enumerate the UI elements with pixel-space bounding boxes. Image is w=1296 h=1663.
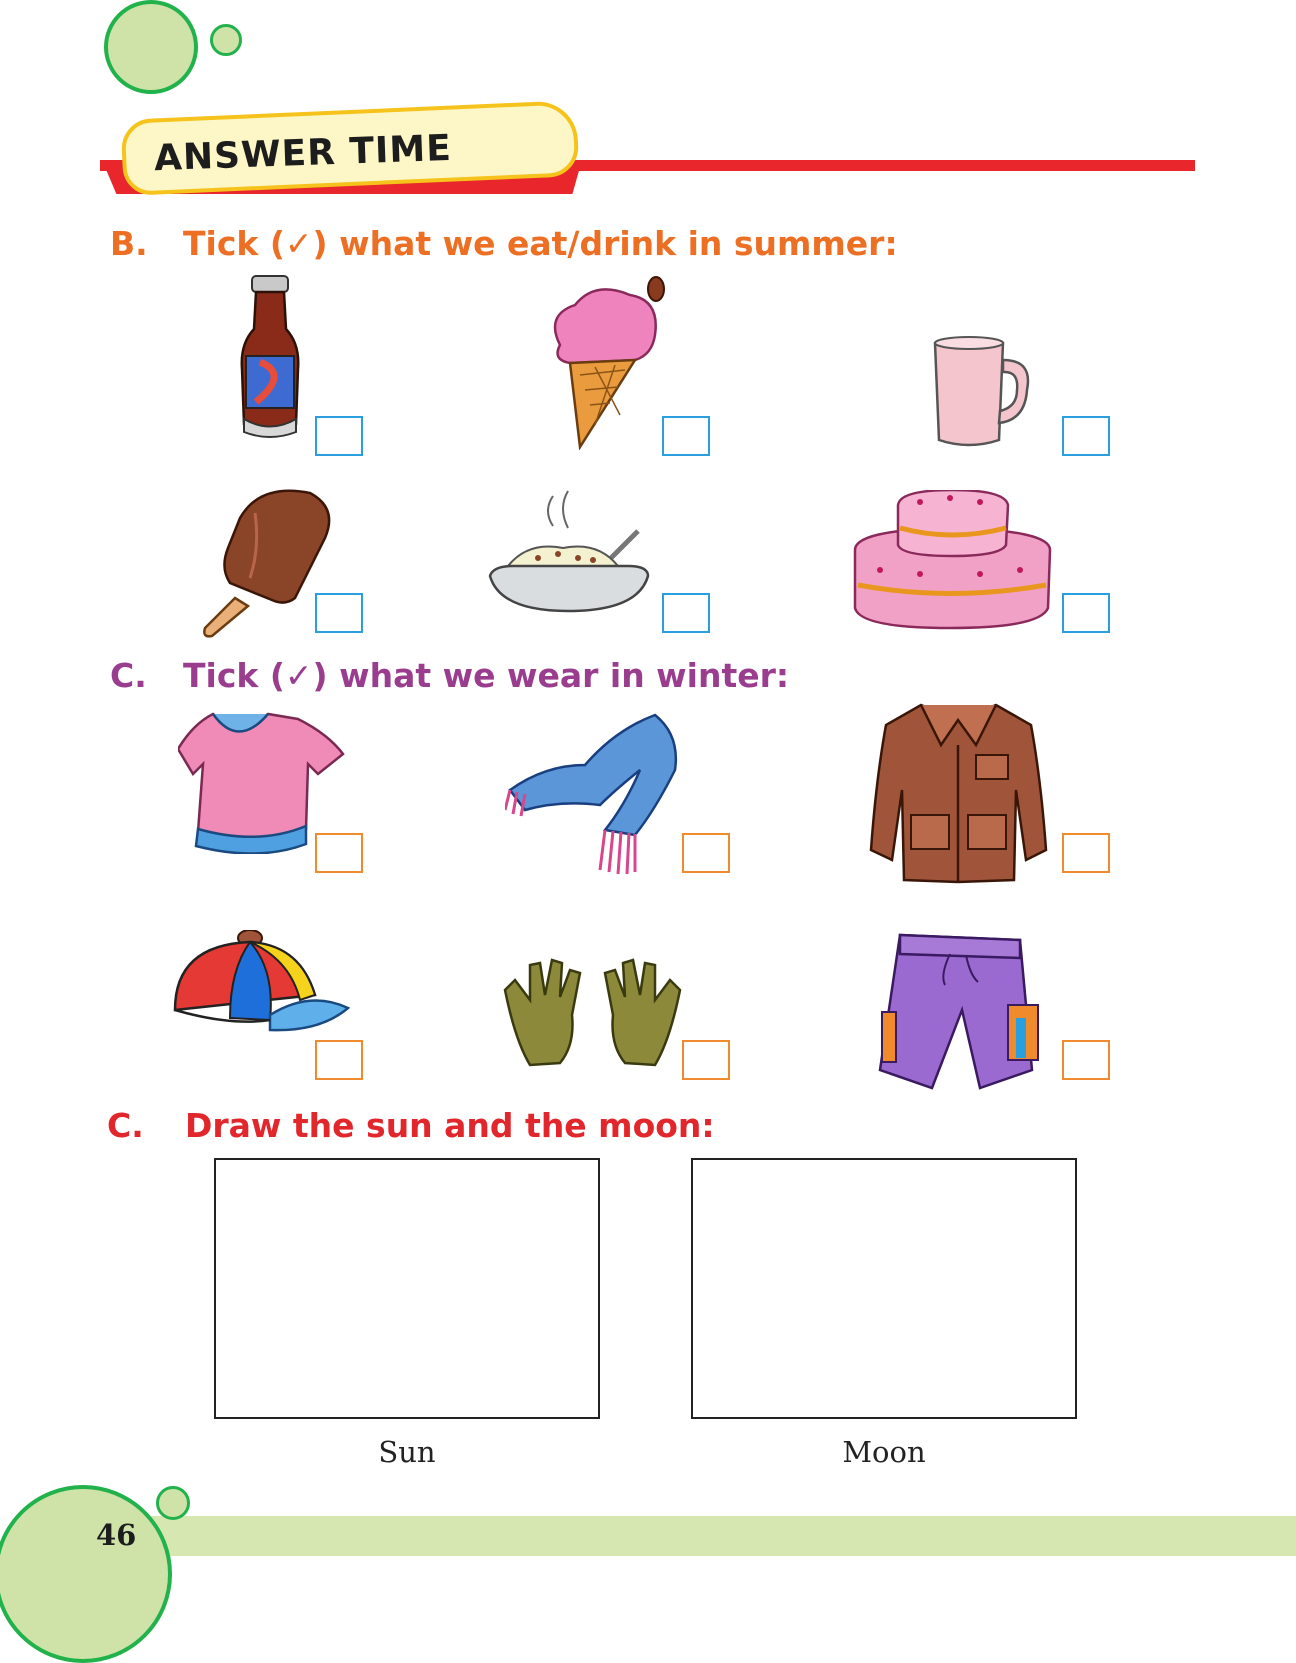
moon-caption: Moon — [842, 1435, 926, 1469]
hot-porridge-bowl-image — [488, 486, 653, 626]
section-b-letter: B. — [110, 224, 148, 263]
section-c-draw-letter: C. — [107, 1106, 144, 1145]
tickbox-shorts[interactable] — [1062, 1040, 1110, 1080]
cap-image — [170, 930, 350, 1035]
footer-circle-small — [156, 1486, 190, 1520]
tickbox-cap[interactable] — [315, 1040, 363, 1080]
tickbox-scarf[interactable] — [682, 833, 730, 873]
sun-drawing-box[interactable] — [214, 1158, 600, 1419]
cold-drink-bottle-image — [230, 274, 310, 439]
mug-image — [925, 335, 1035, 450]
tickbox-gloves[interactable] — [682, 1040, 730, 1080]
tickbox-cake[interactable] — [1062, 593, 1110, 633]
scarf-image — [505, 710, 685, 880]
sun-caption: Sun — [378, 1435, 436, 1469]
tickbox-sweater[interactable] — [315, 833, 363, 873]
section-c-draw-instruction: Draw the sun and the moon: — [185, 1106, 715, 1145]
tickbox-ice-lolly[interactable] — [315, 593, 363, 633]
section-c-winter-letter: C. — [110, 656, 147, 695]
tickbox-porridge[interactable] — [662, 593, 710, 633]
shorts-image — [870, 930, 1050, 1100]
decorative-circle-small — [210, 24, 242, 56]
tickbox-ice-cream[interactable] — [662, 416, 710, 456]
jacket-image — [866, 700, 1051, 885]
page-number: 46 — [96, 1518, 137, 1552]
decorative-circle-large — [104, 0, 198, 94]
tickbox-mug[interactable] — [1062, 416, 1110, 456]
cake-image — [850, 490, 1055, 630]
section-c-winter-instruction: Tick (✓) what we wear in winter: — [183, 656, 790, 695]
tickbox-jacket[interactable] — [1062, 833, 1110, 873]
sweater-vest-image — [178, 704, 348, 854]
footer-circle-large — [0, 1485, 172, 1663]
banner-title: ANSWER TIME — [153, 127, 453, 180]
ice-cream-cone-image — [540, 275, 670, 450]
gloves-image — [500, 955, 685, 1070]
tickbox-bottle[interactable] — [315, 416, 363, 456]
footer-bar — [150, 1516, 1296, 1556]
moon-drawing-box[interactable] — [691, 1158, 1077, 1419]
section-b-instruction: Tick (✓) what we eat/drink in summer: — [183, 224, 898, 263]
